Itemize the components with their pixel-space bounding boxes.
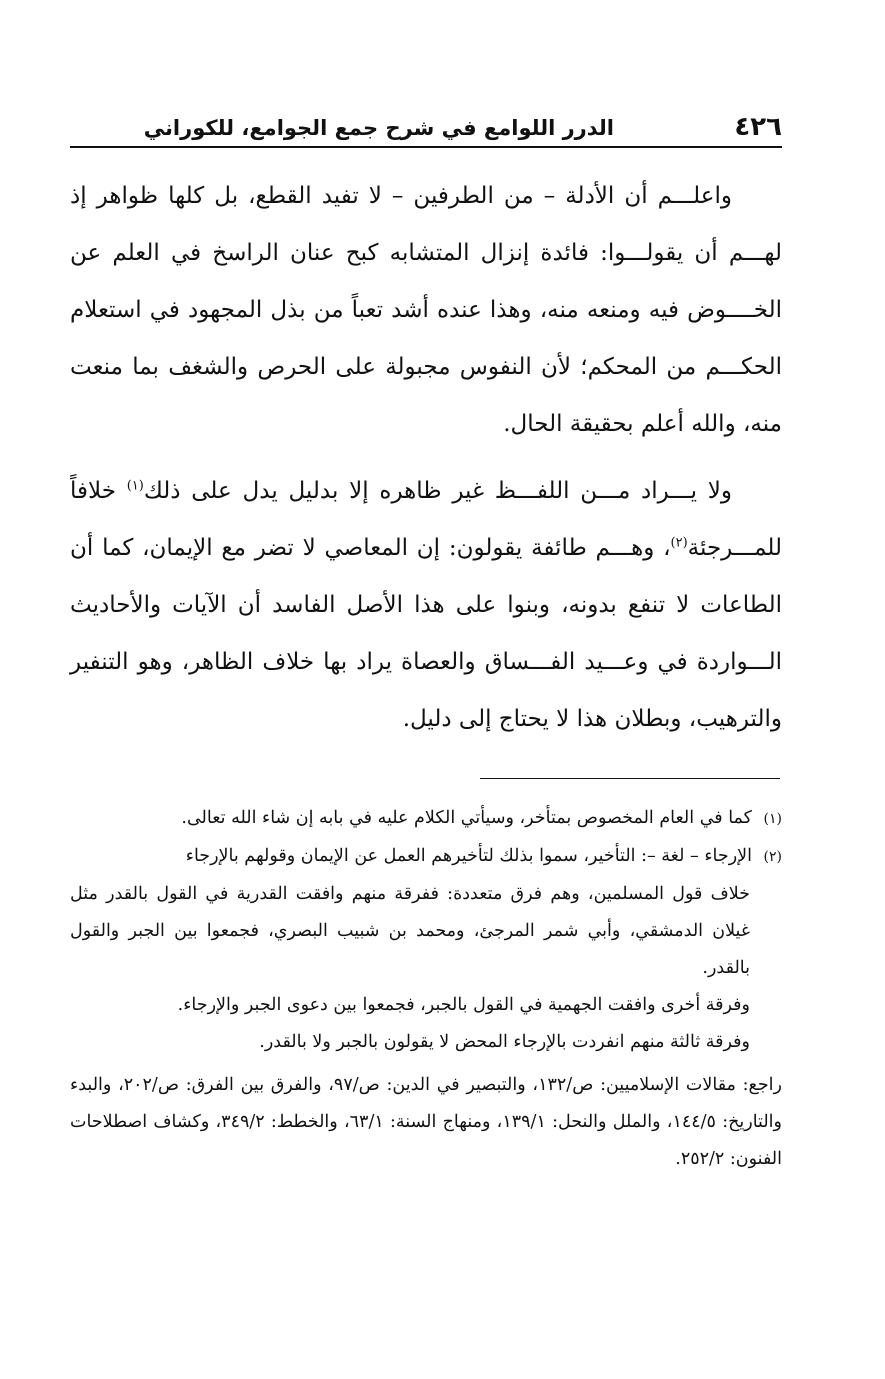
page-header bbox=[70, 108, 782, 148]
paragraph-part: خلافاً للمـــرجئة bbox=[70, 478, 782, 561]
footnote-number: (٢) bbox=[763, 849, 782, 865]
footnote-text: كما في العام المخصوص بمتأخر، وسيأتي الكلام عليه في بابه إن شاء الله تعالى. bbox=[181, 808, 752, 828]
paragraph-murjia bbox=[70, 463, 782, 748]
footnote-2 bbox=[70, 838, 782, 876]
paragraph-part: ولا يـــراد مـــن اللفـــظ غير ظاهره إلا بدليل يدل على ذلك bbox=[143, 478, 732, 504]
footnote-ref-1[interactable]: (١) bbox=[126, 478, 144, 494]
paragraph-evidence: واعلـــم أن الأدلة – من الطرفين – لا تفيد القطع، بل كلها ظواهر إذ لهـــم أن يقولـــوا: فائدة إنزال المتشابه كبح عنان الراسخ في العلم عن الخــــوض فيه ومنعه منه، وهذا عنده أشد تعباً من بذل المجهود في استعلام الحكـــم من المحكم؛ لأن النفوس مجبولة على الحرص والشغف بما منعت منه، والله أعلم بحقيقة الحال. bbox=[70, 183, 782, 437]
footnote-number: (١) bbox=[763, 811, 782, 827]
footnote-2-continuation: خلاف قول المسلمين، وهم فرق متعددة: ففرقة منهم وافقت القدرية في القول بالقدر مثل غيلان الدمشقي، وأبي شمر المرجئ، ومحمد بن شبيب البصري، فجمعوا بين الجبر والقول بالقدر. bbox=[70, 884, 751, 978]
main-text bbox=[70, 168, 782, 758]
footnote-references: راجع: مقالات الإسلاميين: ص/١٣٢، والتبصير في الدين: ص/٩٧، والفرق بين الفرق: ص/٢٠٢، والبدء والتاريخ: ١٤٤/٥، والملل والنحل: ١٣٩/١، ومنهاج السنة: ٦٣/١، والخطط: ٣٤٩/٢، وكشاف اصطلاحات الفنون: ٢٥٢/٢. bbox=[70, 1075, 782, 1169]
footnote-1 bbox=[70, 800, 782, 838]
running-title: الدرر اللوامع في شرح جمع الجوامع، للكوراني bbox=[143, 116, 614, 140]
footnote-ref-2[interactable]: (٢) bbox=[670, 535, 688, 551]
footnotes bbox=[70, 800, 782, 1178]
footnote-2-continuation: وفرقة ثالثة منهم انفردت بالإرجاء المحض لا يقولون بالجبر ولا بالقدر. bbox=[259, 1032, 750, 1052]
paragraph-part: ، وهـــم طائفة يقولون: إن المعاصي لا تضر مع الإيمان، كما أن الطاعات لا تنفع بدونه، وبنوا على هذا الأصل الفاسد أن الآيات والأحاديث الـــواردة في وعـــيد الفـــساق والعصاة يراد بها خلاف الظاهر، وهو التنفير والترهيب، وبطلان هذا لا يحتاج إلى دليل. bbox=[70, 535, 782, 732]
page-number: ٤٢٦ bbox=[734, 112, 782, 142]
footnote-text: الإرجاء – لغة –: التأخير، سموا بذلك لتأخيرهم العمل عن الإيمان وقولهم بالإرجاء bbox=[185, 846, 752, 866]
footnote-2-continuation: وفرقة أخرى وافقت الجهمية في القول بالجبر، فجمعوا بين دعوى الجبر والإرجاء. bbox=[177, 995, 750, 1015]
footnote-divider bbox=[480, 778, 780, 779]
